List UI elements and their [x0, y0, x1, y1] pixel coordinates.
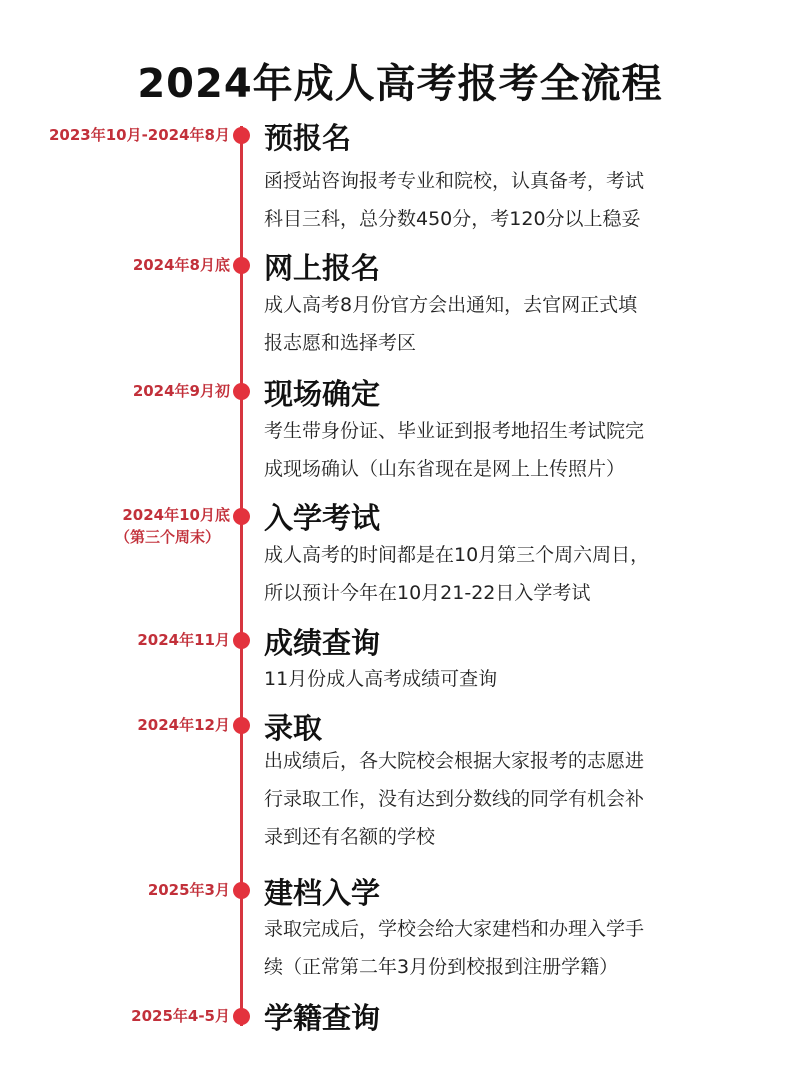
event-date: 2025年4-5月	[131, 1007, 230, 1025]
event-description-line: 成人高考8月份官方会出通知，去官网正式填	[264, 294, 638, 316]
timeline-dot	[233, 632, 250, 649]
event-description-line: 续（正常第二年3月份到校报到注册学籍）	[264, 956, 619, 978]
event-description-line: 所以预计今年在10月21-22日入学考试	[264, 582, 591, 604]
event-description	[264, 162, 774, 238]
event-date: 2024年12月	[137, 716, 230, 734]
event-description-line: 出成绩后，各大院校会根据大家报考的志愿进	[264, 750, 645, 772]
event-date: 2024年8月底	[132, 256, 230, 274]
event-date: 2024年9月初	[132, 382, 230, 400]
timeline-dot	[233, 127, 250, 144]
event-heading: 录取	[264, 711, 323, 745]
event-date: 2024年11月	[137, 631, 230, 649]
page-title: 2024年成人高考报考全流程	[137, 61, 663, 107]
event-date: 2025年3月	[147, 881, 230, 899]
event-description	[264, 910, 774, 986]
event-description-line: 11月份成人高考成绩可查询	[264, 668, 498, 690]
event-description	[264, 536, 774, 612]
timeline-dot	[233, 882, 250, 899]
timeline-dot	[233, 257, 250, 274]
event-description	[264, 660, 774, 698]
event-description-line: 考生带身份证、毕业证到报考地招生考试院完	[264, 420, 645, 442]
event-description	[264, 742, 774, 856]
timeline-dot	[233, 508, 250, 525]
event-description-line: 函授站咨询报考专业和院校，认真备考，考试	[264, 170, 645, 192]
event-description-line: 科目三科，总分数450分，考120分以上稳妥	[264, 208, 641, 230]
event-heading: 入学考试	[264, 501, 381, 535]
event-description-line: 录取完成后，学校会给大家建档和办理入学手	[264, 918, 645, 940]
event-description-line: 成现场确认（山东省现在是网上上传照片）	[264, 458, 626, 480]
event-heading: 网上报名	[264, 251, 381, 285]
timeline-dot	[233, 1008, 250, 1025]
event-description	[264, 412, 774, 488]
event-description	[264, 286, 774, 362]
event-description-line: 报志愿和选择考区	[264, 332, 417, 354]
event-date-main: 2024年10月底	[122, 506, 230, 524]
timeline-dot	[233, 383, 250, 400]
event-heading: 建档入学	[264, 876, 381, 910]
event-date-note: （第三个周末）	[114, 528, 220, 546]
event-heading: 现场确定	[264, 377, 381, 411]
event-heading: 成绩查询	[264, 626, 381, 660]
event-date: 2023年10月-2024年8月	[48, 126, 230, 144]
event-date	[10, 504, 230, 548]
event-description-line: 行录取工作，没有达到分数线的同学有机会补	[264, 788, 645, 810]
timeline-dot	[233, 717, 250, 734]
event-heading: 预报名	[264, 121, 352, 155]
event-heading: 学籍查询	[264, 1001, 381, 1035]
event-description-line: 成人高考的时间都是在10月第三个周六周日，	[264, 544, 650, 566]
event-description-line: 录到还有名额的学校	[264, 826, 436, 848]
